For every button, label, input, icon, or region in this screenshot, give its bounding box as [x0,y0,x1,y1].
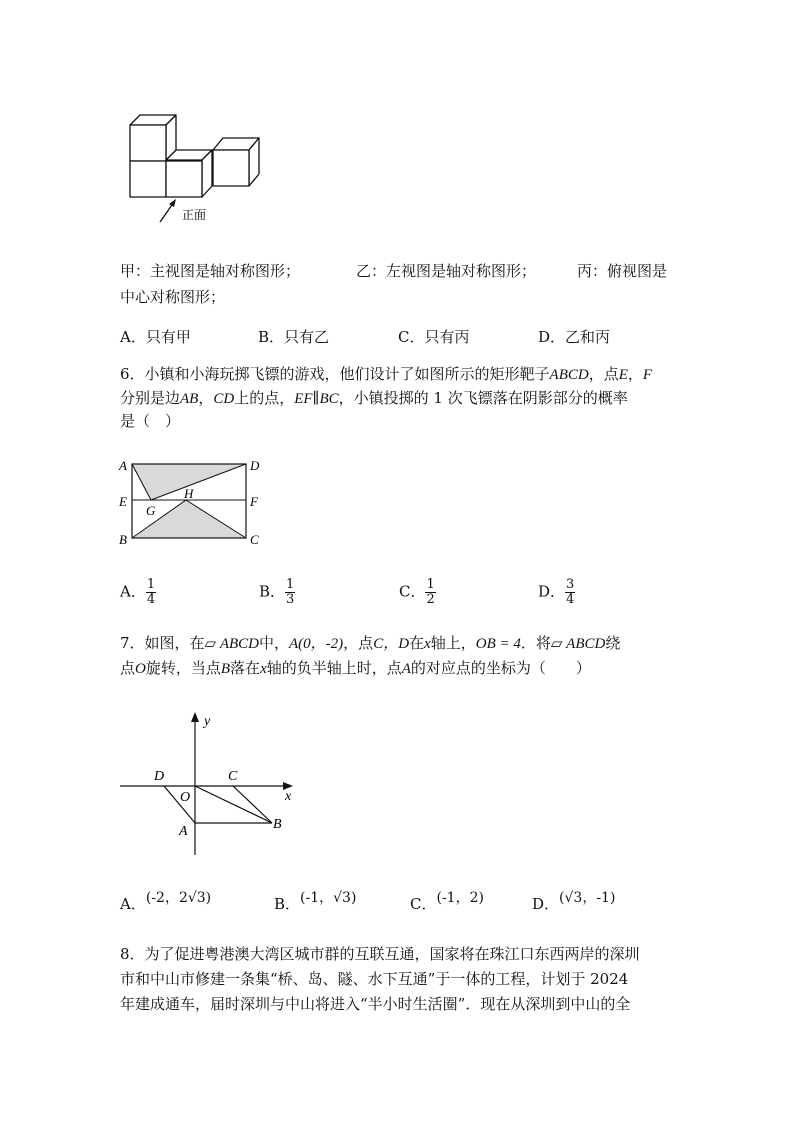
label-c: C [250,532,259,547]
label-x: x [285,789,292,804]
q7-line2: 点O旋转，当点B落在x轴的负半轴上时，点A的对应点的坐标为（ ） [120,659,591,677]
q6-option-d[interactable]: D． $\frac{3}{4}$ [538,577,575,607]
label-y: y [204,714,211,729]
q5-option-a[interactable]: A．只有甲 [120,328,191,346]
label-c: C [228,769,238,784]
q6-option-a[interactable]: A． $\frac{1}{4}$ [120,577,156,607]
y-axis-arrow [191,712,199,722]
statement-yi: 乙：左视图是轴对称图形； [356,262,537,280]
cube-front-face [130,161,166,197]
label-b: B [273,817,282,832]
q5-option-c[interactable]: C．只有丙 [398,328,470,346]
label-d: D [250,458,260,473]
label-e: E [119,494,127,509]
q6-line2: 分别是边AB，CD上的点，EF∥BC，小镇投掷的 1 次飞镖落在阴影部分的概率 [120,389,628,407]
q8-line1: 8．为了促进粤港澳大湾区城市群的互联互通，国家将在珠江口东西两岸的深圳 [120,945,640,963]
cube-front-face [130,125,166,161]
label-g: G [146,503,156,518]
cube-figure [120,105,280,225]
statement-bing-cont: 中心对称图形； [120,288,226,306]
q6-line1: 6．小镇和小海玩掷飞镖的游戏，他们设计了如图所示的矩形靶子ABCD，点E，F [120,365,653,383]
cube-front-face [166,161,202,197]
statement-bing: 丙：俯视图是 [577,262,668,280]
cube-front-face [213,150,249,186]
q6-option-b[interactable]: B． $\frac{1}{3}$ [259,577,295,607]
label-a: A [179,824,188,839]
q5-option-b[interactable]: B．只有乙 [258,328,330,346]
segment-cb [233,786,272,823]
q6-line3: 是（ ） [120,412,181,430]
label-d: D [154,769,165,784]
q7-option-c[interactable]: C．(-1，2) [410,890,484,913]
front-arrow-head [169,199,176,207]
label-f: F [250,494,258,509]
rectangle-target-figure [115,455,275,550]
q8-line2: 市和中山市修建一条集“桥、岛、隧、水下互通”于一体的工程，计划于 2024 [120,970,629,988]
label-a: A [119,458,127,473]
segment-ob [195,786,272,823]
coordinate-figure [115,705,315,860]
front-label: 正面 [182,208,207,222]
q6-option-c[interactable]: C． $\frac{1}{2}$ [399,577,435,607]
q7-line1: 7．如图，在▱ ABCD中，A(0，-2)，点C，D在x轴上，OB = 4．将▱ ABCD绕 [120,634,621,652]
q7-option-d[interactable]: D．(√3，-1) [532,890,616,913]
label-o: O [180,790,191,805]
q5-option-d[interactable]: D．乙和丙 [538,328,611,346]
statement-jia: 甲：主视图是轴对称图形； [120,262,301,280]
label-h: H [184,486,194,501]
q7-option-b[interactable]: B．(-1，√3) [274,890,357,913]
q8-line3: 年建成通车，届时深圳与中山将进入“半小时生活圈”．现在从深圳到中山的全 [120,995,631,1013]
label-b: B [119,532,127,547]
q7-option-a[interactable]: A．(-2，2√3) [120,890,212,913]
